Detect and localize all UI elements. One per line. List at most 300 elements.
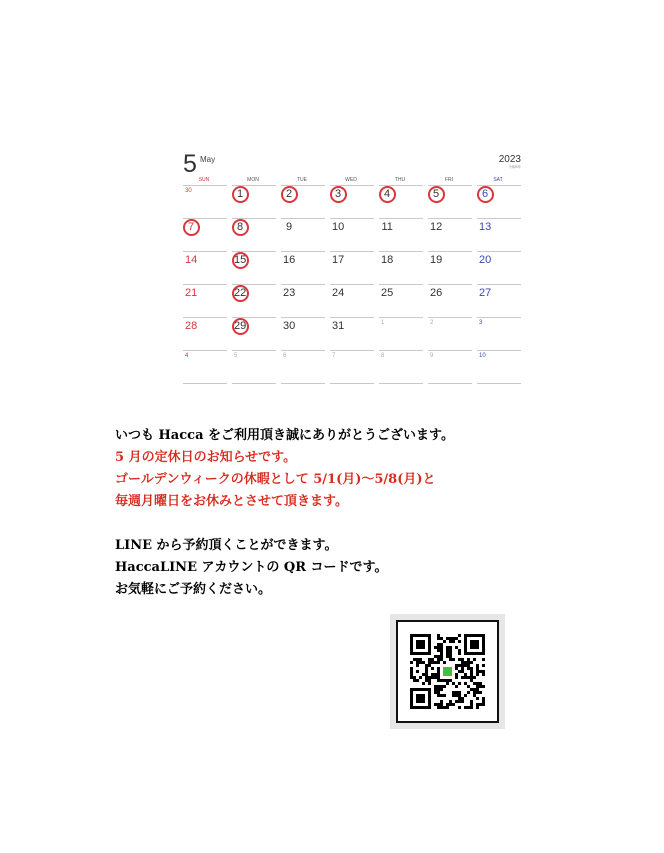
calendar-day: 30 — [185, 188, 192, 194]
calendar-day: 28 — [185, 320, 198, 332]
qr-module — [482, 685, 485, 688]
qr-module — [458, 649, 461, 652]
qr-module — [449, 646, 452, 649]
weekday-sun: SUN — [198, 177, 210, 183]
qr-module — [410, 673, 413, 676]
qr-module — [470, 679, 473, 682]
qr-module — [455, 676, 458, 679]
qr-module — [449, 649, 452, 652]
calendar-rule — [281, 317, 325, 318]
calendar-day: 18 — [381, 254, 394, 266]
calendar-day: 15 — [234, 254, 247, 266]
weekday-thu: THU — [394, 177, 406, 183]
calendar-rule — [379, 317, 423, 318]
line-logo-icon — [443, 667, 452, 676]
qr-module — [461, 700, 464, 703]
qr-module — [449, 637, 452, 640]
qr-module — [452, 640, 455, 643]
qr-module — [428, 676, 431, 679]
calendar-rule — [281, 284, 325, 285]
qr-module — [413, 658, 416, 661]
holiday-circle — [232, 186, 249, 203]
calendar-rule — [232, 383, 276, 384]
qr-module — [443, 640, 446, 643]
qr-module — [416, 664, 419, 667]
calendar-day: 30 — [283, 320, 296, 332]
qr-module — [470, 700, 473, 703]
qr-module — [434, 691, 437, 694]
calendar-day: 26 — [430, 287, 443, 299]
qr-module — [419, 676, 422, 679]
holiday-circle — [477, 186, 494, 203]
qr-module — [431, 673, 434, 676]
notice-spacer — [115, 513, 454, 535]
calendar-day: 9 — [286, 221, 293, 233]
calendar-rule — [281, 350, 325, 351]
calendar-rule — [281, 251, 325, 252]
qr-module — [458, 670, 461, 673]
qr-module — [476, 673, 479, 676]
calendar-rule — [183, 317, 227, 318]
calendar-day: 25 — [381, 287, 394, 299]
qr-module — [476, 691, 479, 694]
qr-module — [455, 685, 458, 688]
calendar-rule — [428, 383, 472, 384]
holiday-circle — [330, 186, 347, 203]
calendar-rule — [428, 251, 472, 252]
calendar-rule — [379, 218, 423, 219]
qr-module — [440, 706, 443, 709]
qr-module — [449, 640, 452, 643]
qr-module — [443, 661, 446, 664]
qr-module — [452, 694, 455, 697]
qr-module — [476, 688, 479, 691]
qr-module — [443, 685, 446, 688]
calendar-day: 31 — [332, 320, 345, 332]
calendar-rule — [330, 251, 374, 252]
qr-module — [473, 691, 476, 694]
qr-module — [440, 694, 443, 697]
qr-module — [419, 658, 422, 661]
calendar-day: 16 — [283, 254, 296, 266]
calendar-rule — [330, 218, 374, 219]
qr-module — [440, 685, 443, 688]
qr-module — [440, 652, 443, 655]
qr-module — [428, 661, 431, 664]
calendar-rule — [477, 284, 521, 285]
qr-module — [476, 703, 479, 706]
calendar-day: 8 — [381, 353, 385, 359]
calendar-rule — [477, 350, 521, 351]
qr-module — [410, 670, 413, 673]
qr-module — [482, 703, 485, 706]
calendar-day: 23 — [283, 287, 296, 299]
qr-module — [449, 703, 452, 706]
qr-module — [440, 637, 443, 640]
qr-module — [425, 670, 428, 673]
weekday-sat: SAT — [493, 177, 503, 183]
qr-module — [416, 658, 419, 661]
calendar-rule — [477, 383, 521, 384]
qr-module — [434, 685, 437, 688]
qr-module — [440, 643, 443, 646]
notice-greeting: いつも Hacca をご利用頂き誠にありがとうございます。 — [115, 428, 454, 443]
qr-module — [425, 667, 428, 670]
qr-module — [410, 661, 413, 664]
calendar-day: 4 — [384, 188, 391, 200]
qr-module — [431, 658, 434, 661]
calendar-day: 2 — [286, 188, 293, 200]
qr-module — [440, 646, 443, 649]
calendar-day: 11 — [381, 221, 393, 233]
qr-module — [476, 706, 479, 709]
qr-module — [470, 703, 473, 706]
qr-module — [437, 643, 440, 646]
calendar-day: 24 — [332, 287, 345, 299]
qr-module — [470, 667, 473, 670]
qr-module — [440, 703, 443, 706]
qr-module — [467, 676, 470, 679]
qr-module — [458, 694, 461, 697]
calendar-day: 17 — [332, 254, 345, 266]
qr-module — [449, 700, 452, 703]
holiday-circle — [428, 186, 445, 203]
qr-module — [428, 658, 431, 661]
qr-module — [437, 673, 440, 676]
qr-module — [473, 658, 476, 661]
notice-invite: お気軽にご予約ください。 — [115, 582, 272, 597]
qr-module — [428, 664, 431, 667]
calendar-rule — [428, 218, 472, 219]
qr-module — [437, 691, 440, 694]
calendar-rule — [183, 284, 227, 285]
qr-module — [416, 670, 419, 673]
qr-module — [437, 667, 440, 670]
notice-text — [115, 425, 454, 601]
calendar-rule — [183, 383, 227, 384]
qr-module — [440, 655, 443, 658]
holiday-circle — [379, 186, 396, 203]
qr-module — [461, 697, 464, 700]
calendar-day: 1 — [237, 188, 244, 200]
calendar-rule — [330, 317, 374, 318]
qr-module — [434, 646, 437, 649]
qr-module — [446, 646, 449, 649]
calendar-day: 12 — [430, 221, 443, 233]
calendar-day: 10 — [332, 221, 345, 233]
qr-module — [437, 676, 440, 679]
qr-module — [455, 637, 458, 640]
calendar-day: 4 — [185, 353, 189, 359]
notice-monday-closed: 毎週月曜日をお休みとさせて頂きます。 — [115, 494, 348, 509]
qr-module — [422, 682, 425, 685]
calendar-rule — [379, 383, 423, 384]
qr-module — [437, 694, 440, 697]
qr-module — [413, 676, 416, 679]
calendar-day: 6 — [482, 188, 489, 200]
calendar-rule — [183, 185, 227, 186]
line-qr-code[interactable] — [390, 614, 505, 729]
calendar-day: 2 — [430, 320, 434, 326]
holiday-circle — [232, 318, 249, 335]
calendar-rule — [428, 284, 472, 285]
qr-module — [431, 667, 434, 670]
qr-module — [470, 670, 473, 673]
qr-module — [452, 658, 455, 661]
calendar-day: 1 — [381, 320, 385, 326]
qr-module — [416, 679, 419, 682]
qr-module — [476, 667, 479, 670]
qr-module — [431, 676, 434, 679]
calendar-rule — [379, 251, 423, 252]
qr-module — [455, 664, 458, 667]
qr-module — [467, 685, 470, 688]
qr-module — [446, 682, 449, 685]
qr-module — [470, 673, 473, 676]
qr-module — [482, 700, 485, 703]
qr-module — [458, 658, 461, 661]
calendar-rule — [281, 383, 325, 384]
calendar-rule — [428, 350, 472, 351]
qr-module — [464, 694, 467, 697]
qr-module — [464, 676, 467, 679]
qr-module — [476, 670, 479, 673]
qr-module — [446, 637, 449, 640]
qr-module — [467, 667, 470, 670]
calendar-year: 2023 — [498, 154, 521, 165]
calendar-day: 20 — [479, 254, 492, 266]
qr-module — [437, 670, 440, 673]
qr-module — [473, 694, 476, 697]
qr-module — [452, 682, 455, 685]
qr-module — [458, 634, 461, 637]
qr-module — [449, 652, 452, 655]
qr-module — [410, 676, 413, 679]
holiday-circle — [232, 285, 249, 302]
calendar-day: 21 — [185, 287, 198, 299]
weekday-wed: WED — [345, 177, 357, 183]
qr-frame — [396, 620, 499, 723]
qr-module — [482, 673, 485, 676]
calendar-day: 13 — [479, 221, 492, 233]
qr-module — [440, 679, 443, 682]
calendar-day: 8 — [237, 221, 244, 233]
qr-module — [476, 682, 479, 685]
qr-module — [458, 682, 461, 685]
qr-module — [446, 649, 449, 652]
qr-module — [482, 664, 485, 667]
qr-module — [458, 664, 461, 667]
calendar-rule — [232, 350, 276, 351]
qr-module — [464, 682, 467, 685]
qr-module — [422, 661, 425, 664]
qr-module — [455, 673, 458, 676]
qr-module — [443, 679, 446, 682]
notice-golden-week: ゴールデンウィークの休暇として 5/1(月)〜5/8(月)と — [115, 472, 436, 487]
qr-module — [467, 706, 470, 709]
qr-module — [425, 676, 428, 679]
calendar-day: 5 — [234, 353, 238, 359]
qr-module — [440, 649, 443, 652]
qr-module — [440, 688, 443, 691]
qr-module — [437, 706, 440, 709]
qr-module — [437, 634, 440, 637]
qr-module — [473, 682, 476, 685]
qr-module — [440, 700, 443, 703]
qr-module — [437, 655, 440, 658]
qr-module — [470, 688, 473, 691]
qr-module — [458, 700, 461, 703]
calendar-rule — [379, 284, 423, 285]
qr-module — [437, 703, 440, 706]
qr-module — [422, 673, 425, 676]
calendar-day: 6 — [283, 353, 287, 359]
qr-module — [467, 661, 470, 664]
qr-module — [458, 697, 461, 700]
weekday-mon: MON — [247, 177, 259, 183]
qr-module — [434, 676, 437, 679]
qr-module — [449, 679, 452, 682]
calendar-day: 9 — [430, 353, 434, 359]
qr-module — [437, 688, 440, 691]
qr-module — [443, 694, 446, 697]
calendar-day: 27 — [479, 287, 492, 299]
calendar-rule — [330, 284, 374, 285]
qr-module — [437, 661, 440, 664]
calendar-rule — [428, 317, 472, 318]
qr-module — [464, 664, 467, 667]
qr-module — [446, 652, 449, 655]
qr-code-icon — [398, 622, 497, 721]
qr-module — [437, 649, 440, 652]
qr-module — [410, 667, 413, 670]
calendar-rule — [183, 251, 227, 252]
qr-module — [437, 637, 440, 640]
qr-module — [473, 676, 476, 679]
qr-module — [452, 691, 455, 694]
calendar-month-name: May — [200, 155, 216, 164]
qr-finder — [470, 640, 479, 649]
calendar-rule — [477, 317, 521, 318]
qr-module — [434, 688, 437, 691]
qr-module — [440, 658, 443, 661]
qr-module — [479, 685, 482, 688]
qr-module — [479, 703, 482, 706]
qr-module — [437, 658, 440, 661]
holiday-circle — [183, 219, 200, 236]
qr-module — [434, 661, 437, 664]
qr-module — [458, 652, 461, 655]
qr-module — [428, 679, 431, 682]
qr-module — [446, 679, 449, 682]
qr-module — [464, 661, 467, 664]
calendar-day: 22 — [234, 287, 247, 299]
qr-module — [479, 682, 482, 685]
qr-module — [443, 706, 446, 709]
qr-module — [455, 700, 458, 703]
qr-module — [413, 679, 416, 682]
qr-module — [461, 670, 464, 673]
qr-module — [461, 661, 464, 664]
qr-module — [434, 673, 437, 676]
qr-module — [425, 664, 428, 667]
qr-module — [455, 646, 458, 649]
qr-module — [458, 706, 461, 709]
holiday-circle — [232, 219, 249, 236]
qr-module — [455, 667, 458, 670]
calendar-month-number: 5 — [183, 150, 197, 178]
weekday-tue: TUE — [297, 177, 307, 183]
calendar-day: 7 — [332, 353, 336, 359]
qr-module — [476, 685, 479, 688]
calendar-rule — [477, 218, 521, 219]
qr-module — [437, 679, 440, 682]
qr-module — [425, 673, 428, 676]
qr-module — [482, 670, 485, 673]
qr-module — [455, 691, 458, 694]
calendar-rule — [379, 350, 423, 351]
qr-module — [449, 655, 452, 658]
weekday-fri: FRI — [444, 177, 454, 183]
qr-module — [467, 658, 470, 661]
qr-module — [479, 691, 482, 694]
calendar-day: 14 — [185, 254, 198, 266]
notice-line-booking: LINE から予約頂くことができます。 — [115, 538, 338, 553]
qr-module — [482, 697, 485, 700]
qr-module — [446, 706, 449, 709]
qr-module — [476, 664, 479, 667]
calendar-day: 3 — [335, 188, 342, 200]
qr-module — [479, 670, 482, 673]
qr-module — [452, 703, 455, 706]
qr-module — [461, 676, 464, 679]
qr-module — [437, 646, 440, 649]
calendar-day: 29 — [234, 320, 247, 332]
qr-module — [464, 673, 467, 676]
qr-module — [461, 667, 464, 670]
qr-module — [482, 658, 485, 661]
qr-module — [455, 694, 458, 697]
may-2023-calendar — [183, 150, 523, 390]
qr-module — [461, 664, 464, 667]
qr-finder — [416, 640, 425, 649]
qr-module — [431, 661, 434, 664]
calendar-rule — [281, 218, 325, 219]
notice-qr-info: HaccaLINE アカウントの QR コードです。 — [115, 560, 388, 575]
qr-module — [449, 658, 452, 661]
qr-module — [452, 637, 455, 640]
qr-module — [446, 703, 449, 706]
qr-module — [470, 676, 473, 679]
calendar-day: 10 — [479, 353, 486, 359]
calendar-rule — [330, 383, 374, 384]
calendar-day: 5 — [433, 188, 440, 200]
qr-module — [464, 706, 467, 709]
qr-module — [437, 685, 440, 688]
calendar-era: 令和5年 — [508, 165, 521, 169]
qr-module — [446, 655, 449, 658]
qr-module — [473, 688, 476, 691]
qr-module — [458, 640, 461, 643]
qr-module — [467, 691, 470, 694]
qr-module — [428, 682, 431, 685]
qr-module — [461, 658, 464, 661]
qr-module — [434, 703, 437, 706]
qr-module — [416, 661, 419, 664]
calendar-rule — [183, 350, 227, 351]
qr-module — [470, 706, 473, 709]
holiday-circle — [232, 252, 249, 269]
